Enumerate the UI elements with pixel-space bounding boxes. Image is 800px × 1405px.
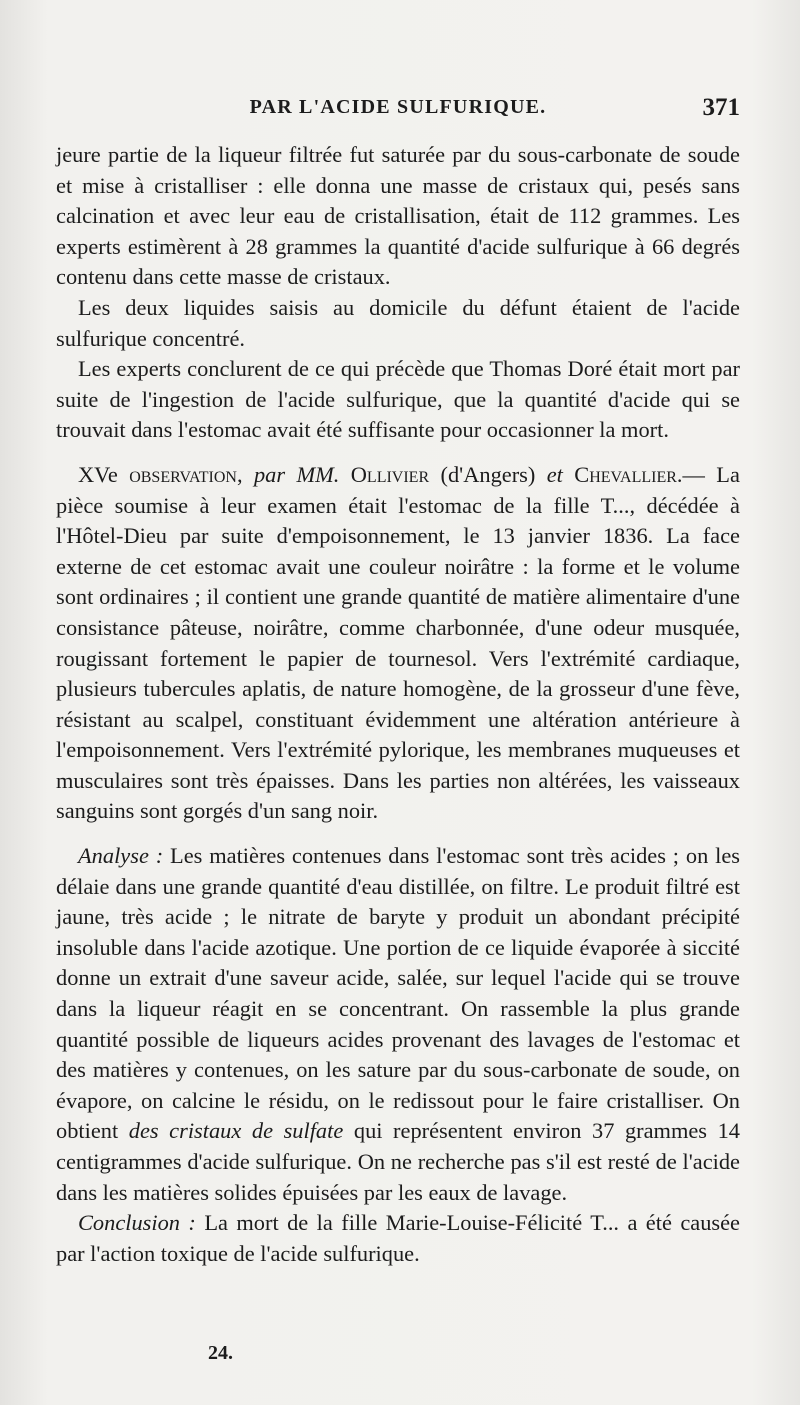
conclusion-label: Conclusion : xyxy=(78,1210,196,1236)
conclusion-text: La mort de la fille Marie-Louise-Félicité T... a été causée par l'action toxique de l'acide sulfurique. xyxy=(56,1210,740,1266)
observation-text: La pièce soumise à leur examen était l'estomac de la fille T..., décédée à l'Hôtel-Dieu par suite d'empoisonnement, le 13 janvier 1836. La face externe de cet estomac avait une couleur noirâtre : la forme et le volume sont ordinaires ; il contient une grande quantité de matière alimentaire d'une consistance pâteuse, noirâtre, comme charbonnée, d'une odeur musquée, rougissant fortement le papier de tournesol. Vers l'extrémité cardiaque, plusieurs tubercules aplatis, de nature homogène, de la grosseur d'une fève, résistant au scalpel, constituant évidemment une altération antérieure à l'empoisonnement. Vers l'extrémité pylorique, les membranes muqueuses et musculaires sont très épaisses. Dans les parties non altérées, les vaisseaux sanguins sont gorgés d'un sang noir. xyxy=(56,461,740,824)
analyse-label: Analyse : xyxy=(78,843,164,869)
signature-mark: 24. xyxy=(208,1342,233,1364)
running-title: PAR L'ACIDE SULFURIQUE. xyxy=(249,96,547,118)
observation-dash: — xyxy=(682,461,705,487)
paragraph-liquids: Les deux liquides saisis au domicile du défunt étaient de l'acide sulfurique concentré. xyxy=(56,294,740,351)
observation-numeral: XVe xyxy=(78,461,118,487)
observation-author1: Ollivier xyxy=(350,461,430,487)
paragraph-observation xyxy=(56,460,740,827)
observation-author2: Chevallier. xyxy=(574,461,683,487)
paragraph-analyse xyxy=(56,841,740,1208)
observation-et: et xyxy=(546,461,563,487)
observation-author1-place: (d'Angers) xyxy=(440,461,536,487)
running-head xyxy=(56,96,740,130)
analyse-text-2: qui représentent environ 37 grammes 14 centigrammes d'acide sulfurique. On ne recherche pas s'il est resté de l'acide dans les matières solides épuisées par les eaux de lavage. xyxy=(56,1118,740,1205)
observation-par: par MM. xyxy=(253,461,340,487)
page-number: 371 xyxy=(702,94,740,121)
observation-label: observation, xyxy=(129,461,243,487)
body-text xyxy=(56,140,740,1269)
analyse-italic: des cristaux de sulfate xyxy=(128,1118,344,1144)
analyse-text-1: Les matières contenues dans l'estomac sont très acides ; on les délaie dans une grande quantité d'eau distillée, on filtre. Le produit filtré est jaune, très acide ; le nitrate de baryte y produit un abondant précipité insoluble dans l'acide azotique. Une portion de ce liquide évaporée à siccité donne un extrait d'une saveur acide, salée, sur lequel l'acide qui se trouve dans la liqueur réagit en se concentrant. On rassemble la plus grande quantité possible de liqueurs acides provenant des lavages de l'estomac et des matières y contenues, on les sature par du sous-carbonate de soude, on évapore, on calcine le résidu, on le redissout pour le faire cristalliser. On obtient xyxy=(56,843,740,1144)
paragraph-experts-conclusion: Les experts conclurent de ce qui précède que Thomas Doré était mort par suite de l'ingestion de l'acide sulfurique, que la quantité d'acide qui se trouvait dans l'estomac avait été suffisante pour occasionner la mort. xyxy=(56,356,740,443)
paragraph-conclusion xyxy=(56,1208,740,1269)
paragraph-continuation: jeure partie de la liqueur filtrée fut saturée par du sous-carbonate de soude et mise à cristalliser : elle donna une masse de cristaux qui, pesés sans calcination et avec leur eau de cristallisation, était de 112 grammes. Les experts estimèrent à 28 grammes la quantité d'acide sulfurique à 66 degrés contenu dans cette masse de cristaux. xyxy=(56,142,740,290)
